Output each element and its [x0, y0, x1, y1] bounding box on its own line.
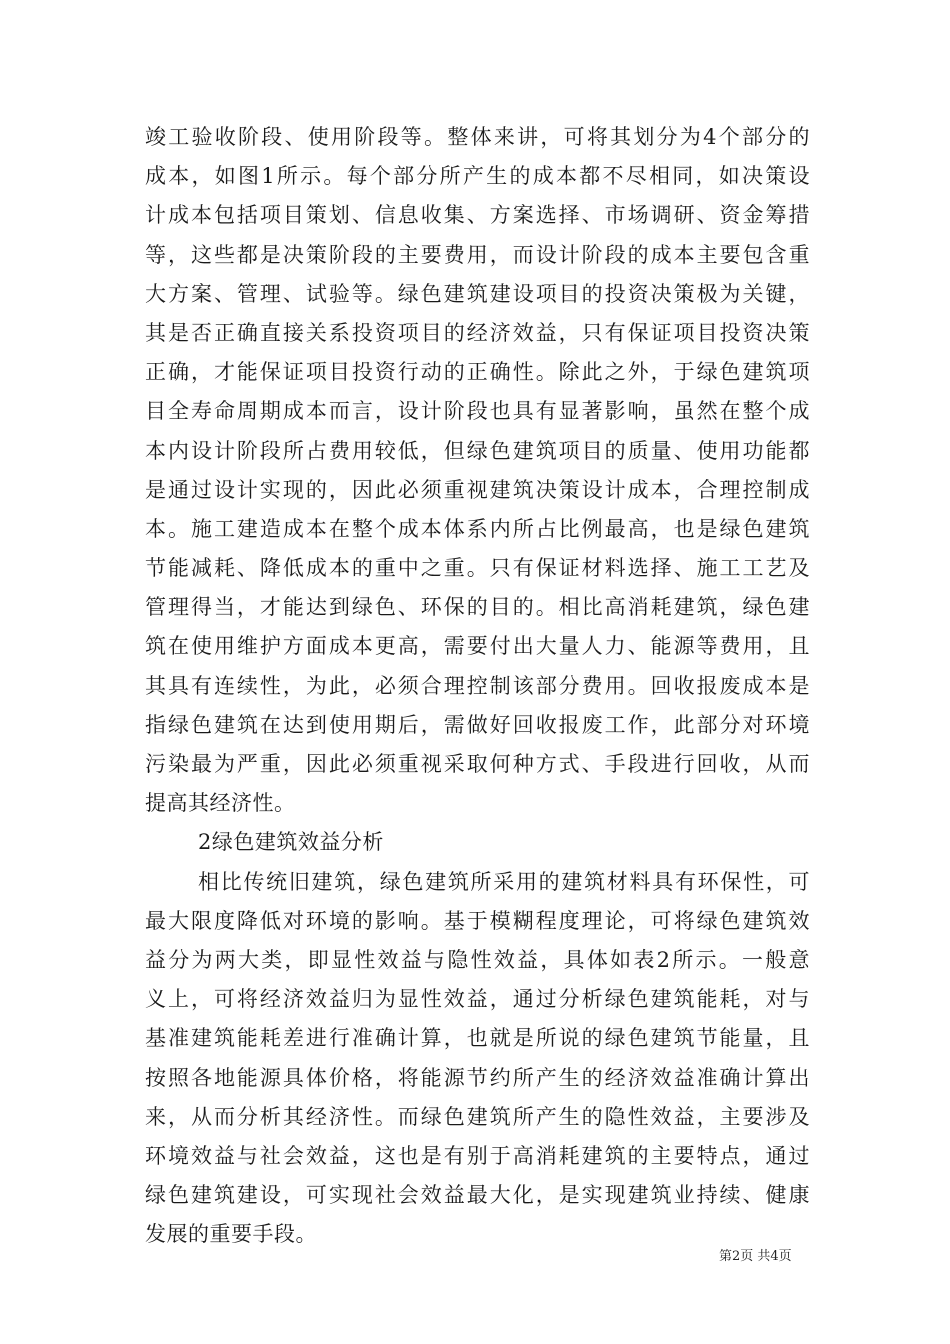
- paragraph-1-line: 提高其经济性。: [145, 791, 296, 816]
- paragraph-2-line: 发展的重要手段。: [145, 1222, 317, 1247]
- paragraph-1-line: 成本，如图1所示。每个部分所产生的成本都不尽相同，如决策设: [145, 164, 810, 189]
- paragraph-1-line: 指绿色建筑在达到使用期后，需做好回收报废工作，此部分对环境: [145, 712, 810, 737]
- paragraph-1-line: 是通过设计实现的，因此必须重视建筑决策设计成本，合理控制成: [145, 477, 810, 502]
- paragraph-2-line: 最大限度降低对环境的影响。基于模糊程度理论，可将绿色建筑效: [145, 908, 810, 933]
- paragraph-2-line: 环境效益与社会效益，这也是有别于高消耗建筑的主要特点，通过: [145, 1143, 810, 1168]
- paragraph-2-line: 来，从而分析其经济性。而绿色建筑所产生的隐性效益，主要涉及: [145, 1104, 810, 1129]
- paragraph-1-line: 节能减耗、降低成本的重中之重。只有保证材料选择、施工工艺及: [145, 556, 810, 581]
- paragraph-2-line: 义上，可将经济效益归为显性效益，通过分析绿色建筑能耗，对与: [145, 987, 810, 1012]
- paragraph-2-line: 按照各地能源具体价格，将能源节约所产生的经济效益准确计算出: [145, 1065, 810, 1090]
- paragraph-2-line: 益分为两大类，即显性效益与隐性效益，具体如表2所示。一般意: [145, 947, 810, 972]
- paragraph-1-line: 管理得当，才能达到绿色、环保的目的。相比高消耗建筑，绿色建: [145, 595, 810, 620]
- paragraph-1-line: 其具有连续性，为此，必须合理控制该部分费用。回收报废成本是: [145, 673, 810, 698]
- paragraph-1-line: 目全寿命周期成本而言，设计阶段也具有显著影响，虽然在整个成: [145, 399, 810, 424]
- paragraph-1-line: 污染最为严重，因此必须重视采取何种方式、手段进行回收，从而: [145, 752, 810, 776]
- paragraph-1-line: 正确，才能保证项目投资行动的正确性。除此之外，于绿色建筑项: [145, 360, 810, 385]
- paragraph-1-line: 等，这些都是决策阶段的主要费用，而设计阶段的成本主要包含重: [145, 242, 810, 267]
- body-text: [145, 118, 810, 1254]
- paragraph-1-line: 计成本包括项目策划、信息收集、方案选择、市场调研、资金筹措: [145, 203, 810, 228]
- paragraph-1-line: 本内设计阶段所占费用较低，但绿色建筑项目的质量、使用功能都: [145, 438, 810, 463]
- paragraph-2-line: 绿色建筑建设，可实现社会效益最大化，是实现建筑业持续、健康: [145, 1183, 810, 1208]
- paragraph-1-line: 筑在使用维护方面成本更高，需要付出大量人力、能源等费用，且: [145, 634, 810, 659]
- paragraph-2-line: 相比传统旧建筑，绿色建筑所采用的建筑材料具有环保性，可: [198, 869, 810, 894]
- paragraph-1-line: 本。施工建造成本在整个成本体系内所占比例最高，也是绿色建筑: [145, 516, 810, 541]
- page-number-footer: 第2页 共4页: [719, 1249, 792, 1264]
- paragraph-2-line: 基准建筑能耗差进行准确计算，也就是所说的绿色建筑节能量，且: [145, 1026, 810, 1051]
- paragraph-1-line: 其是否正确直接关系投资项目的经济效益，只有保证项目投资决策: [145, 320, 810, 345]
- paragraph-1-line: 竣工验收阶段、使用阶段等。整体来讲，可将其划分为4个部分的: [145, 125, 810, 149]
- section-heading: 2绿色建筑效益分析: [198, 830, 384, 855]
- paragraph-1-line: 大方案、管理、试验等。绿色建筑建设项目的投资决策极为关键，: [145, 281, 810, 306]
